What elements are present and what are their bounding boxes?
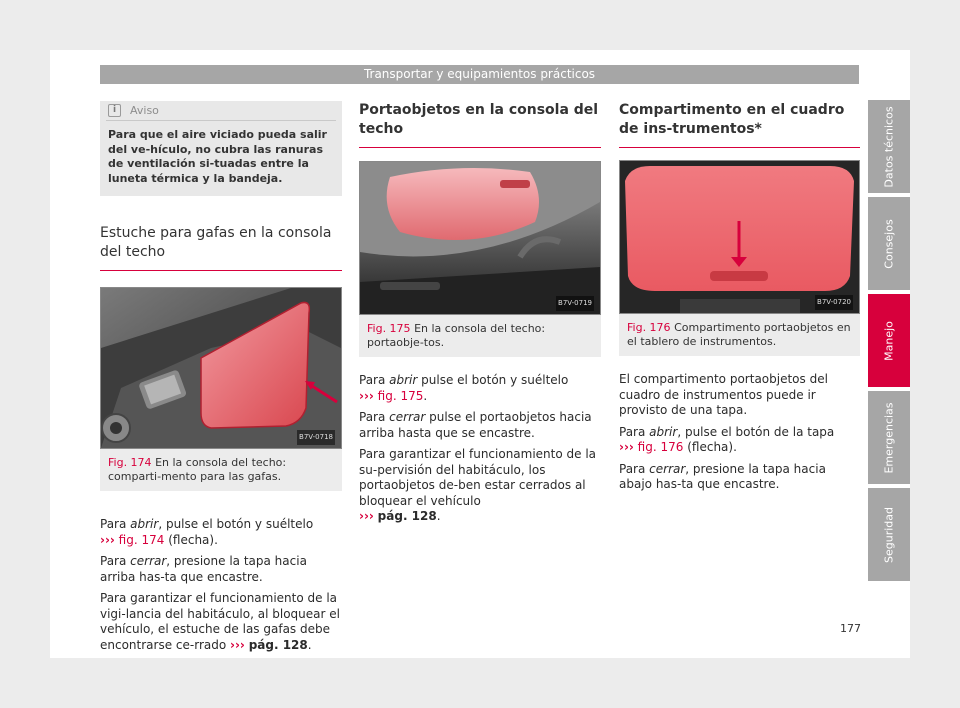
tab-seguridad[interactable]: Seguridad [868,488,910,581]
figure-175 [359,161,601,315]
figure-code: B7V-0718 [297,430,335,446]
tab-consejos[interactable]: Consejos [868,197,910,290]
page-link[interactable]: pág. 128 [377,509,437,523]
paragraph-intro: El compartimento portaobjetos del cuadro de instrumentos puede ir provisto de una tapa. [619,372,828,417]
caption-text: Compartimento portaobjetos en el tablero de instrumentos. [627,321,851,348]
figure-label: Fig. 174 [108,456,152,469]
chapter-header: Transportar y equipamientos prácticos [100,65,859,84]
figure-code: B7V-0720 [815,295,853,311]
figure-caption [359,315,601,357]
paragraph-note: Para garantizar el funcionamiento de la vigi-lancia del habitáculo, al bloquear el vehículo, el estuche de las gafas debe encontrarse ce-rrado ››› pág. 128. [100,591,340,652]
tab-emergencias[interactable]: Emergencias [868,391,910,484]
section-heading-console: Portaobjetos en la consola del techo [359,101,601,148]
caption-text: En la consola del techo: comparti-mento para las gafas. [108,456,287,483]
tab-manejo[interactable]: Manejo [868,294,910,387]
notice-box [100,101,342,196]
page-number: 177 [840,622,861,635]
figure-label: Fig. 175 [367,322,411,335]
figure-caption [100,449,342,491]
column-right [619,101,860,499]
roof-console-illustration [360,162,600,314]
paragraph-close: Para cerrar pulse el portaobjetos hacia arriba hasta que se encastre. [359,410,592,440]
caption-text: En la consola del techo: portaobje-tos. [367,322,546,349]
figure-label: Fig. 176 [627,321,671,334]
paragraph-open: Para abrir pulse el botón y suéltelo ››› fig. 175. [359,373,569,403]
notice-header [100,101,342,120]
column-middle [359,101,601,531]
figure-link[interactable]: fig. 174 [118,532,165,547]
paragraph-close: Para cerrar, presione la tapa hacia abajo has-ta que encastre. [619,461,826,491]
paragraph-open: Para abrir, pulse el botón y suéltelo ››› fig. 174 (flecha). [100,517,314,547]
dashboard-compartment-illustration [620,161,859,313]
column-left [100,101,342,659]
notice-text: Para que el aire viciado pueda salir del ve-hículo, no cubra las ranuras de ventilación si-tuadas entre la luneta térmica y la bandeja. [108,128,327,185]
paragraph-note: Para garantizar el funcionamiento de la su-pervisión del habitáculo, los portaobjetos de-ben estar cerrados al bloquear el vehículo ››› pág. 128. [359,447,597,523]
section-heading-dashboard: Compartimento en el cuadro de ins-trumentos* [619,101,860,148]
paragraph-open: Para abrir, pulse el botón de la tapa ››› fig. 176 (flecha). [619,424,835,454]
tab-datos-tecnicos[interactable]: Datos técnicos [868,100,910,193]
page-link[interactable]: pág. 128 [248,637,308,652]
glasses-compartment-illustration [101,288,341,448]
figure-code: B7V-0719 [556,296,594,312]
figure-link[interactable]: fig. 176 [637,440,684,454]
figure-176 [619,160,860,314]
figure-caption [619,314,860,356]
figure-link[interactable]: fig. 175 [377,388,424,403]
info-icon: i [108,104,121,117]
section-heading-glasses: Estuche para gafas en la consola del techo [100,224,342,271]
paragraph-close: Para cerrar, presione la tapa hacia arriba has-ta que encastre. [100,554,307,584]
figure-174 [100,287,342,449]
notice-title: Aviso [130,103,159,117]
